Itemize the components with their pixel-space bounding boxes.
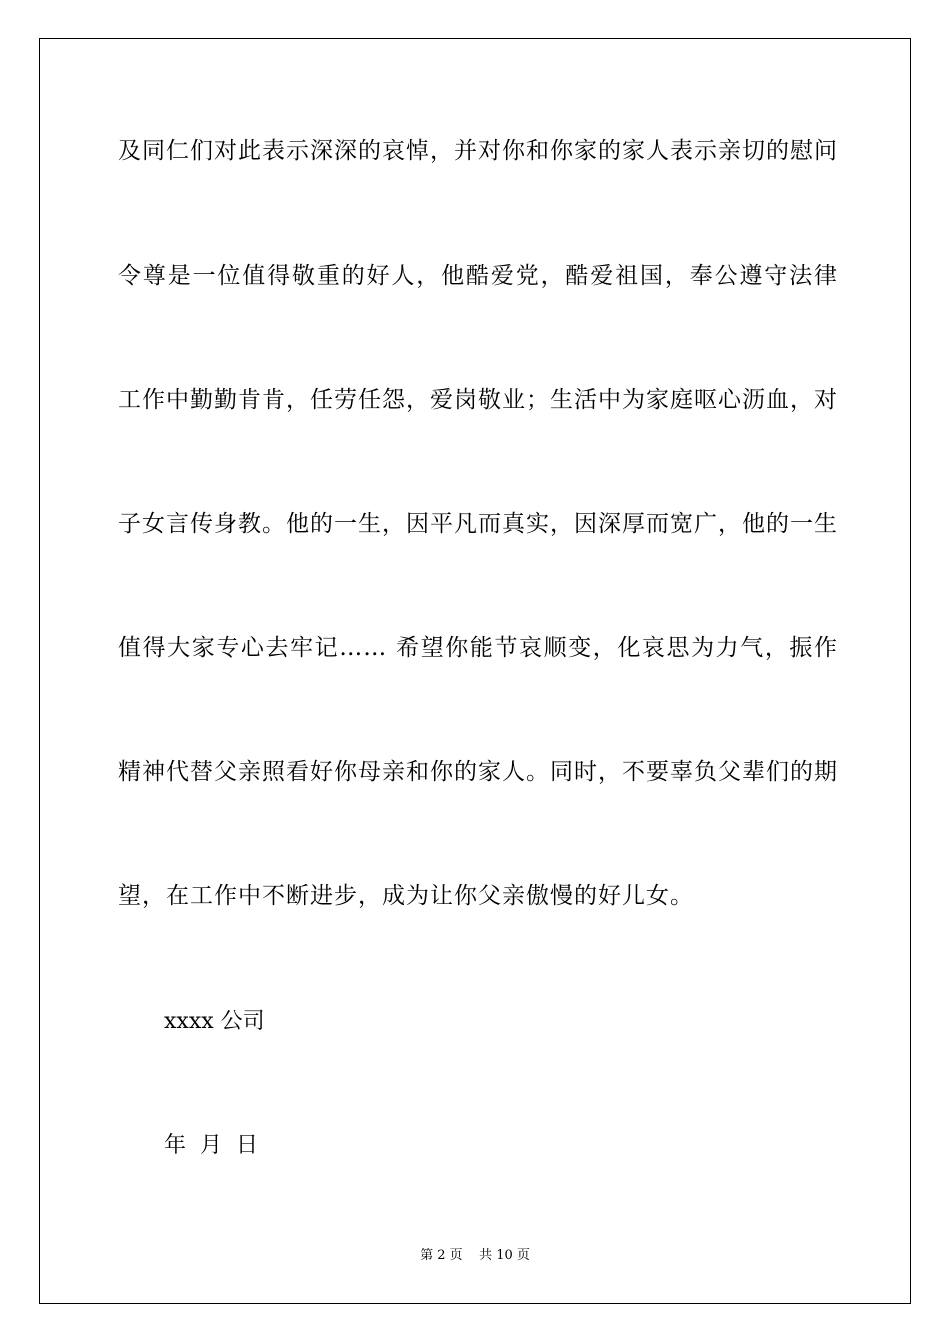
signature-date: 年 月 日 (164, 1133, 258, 1158)
body-line-2: 令尊是一位值得敬重的好人，他酷爱党，酷爱祖国，奉公遵守法律 (118, 263, 838, 289)
body-line-4: 子女言传身教。他的一生，因平凡而真实，因深厚而宽广，他的一生 (118, 511, 838, 537)
body-line-3: 工作中勤勤肯肯，任劳任怨，爱岗敬业；生活中为家庭呕心沥血，对 (118, 387, 838, 413)
body-line-7: 望，在工作中不断进步，成为让你父亲傲慢的好儿女。 (118, 883, 694, 909)
page-border (39, 38, 911, 1304)
body-line-5: 值得大家专心去牢记…… 希望你能节哀顺变，化哀思为力气，振作 (118, 635, 838, 661)
body-line-1: 及同仁们对此表示深深的哀悼，并对你和你家的家人表示亲切的慰问 (118, 138, 838, 164)
signature-company: xxxx 公司 (164, 1009, 265, 1034)
page-number: 第 2 页 共 10 页 (420, 1248, 530, 1263)
body-line-6: 精神代替父亲照看好你母亲和你的家人。同时，不要辜负父辈们的期 (118, 759, 838, 785)
